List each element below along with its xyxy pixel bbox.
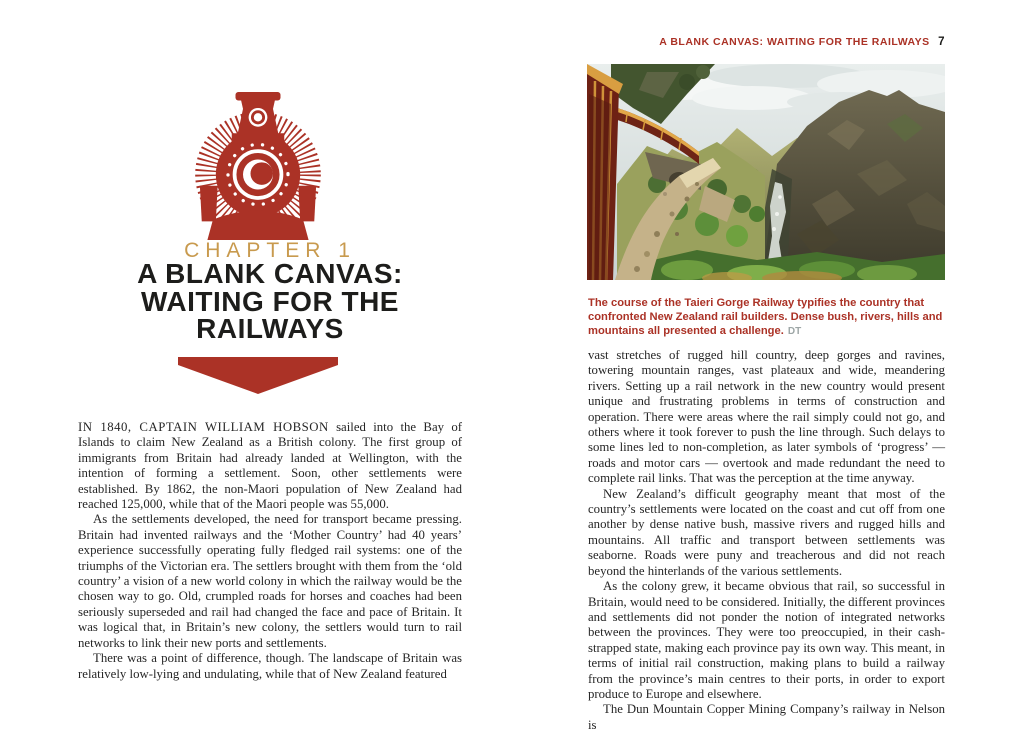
running-head — [587, 36, 945, 48]
paragraph: As the colony grew, it became obvious that rail, so successful in Britain, would need to be considered. Initially, the different provinces and settlements did not ponder the notion of integrated networks between the provinces. They were too preoccupied, in their cash-strapped state, making each province pay its own way. This meant, in terms of initial rail construction, making plans to build a railway from the province’s main centres to their ports, in order to export produce to Europe and elsewhere. — [588, 579, 945, 701]
photo-credit: DT — [787, 325, 802, 337]
chapter-title — [48, 260, 492, 343]
paragraph: New Zealand’s difficult geography meant that most of the country’s settlements were located on the coast and cut off from one another by dense native bush, massive rivers and rugged hills and mountains. All traffic and transport between settlements was seaborne. Roads were puny and treacherous and did not reach beyond the hinterlands of the various settlements. — [588, 486, 945, 578]
chapter-title-line: RAILWAYS — [196, 313, 344, 344]
chapter-title-line: A BLANK CANVAS: — [137, 258, 403, 289]
caption-text: The course of the Taieri Gorge Railway typifies the country that confronted New Zealand rail builders. Dense bush, rivers, hills and mountains all presented a challenge. — [588, 297, 943, 337]
chapter-title-line: WAITING FOR THE — [141, 285, 399, 317]
paragraph-text: sailed into the Bay of Islands to claim New Zealand as a British colony. The first group of immigrants from Britain had already landed at Wellington, with the intention of forming a settlement. Soon, other settlements were established. By 1862, the non-Maori population of New Zealand had reached 125,000, while that of the Maori people was 55,000. — [78, 420, 463, 512]
lead-in-caps: IN 1840, CAPTAIN WILLIAM HOBSON — [78, 420, 329, 434]
running-head-title: A BLANK CANVAS: WAITING FOR THE RAILWAYS — [659, 36, 930, 48]
paragraph — [78, 420, 462, 512]
left-page-text — [78, 420, 462, 682]
page-number: 7 — [938, 36, 945, 48]
paragraph: There was a point of difference, though. The landscape of Britain was relatively low-lying and undulating, while that of New Zealand featured — [78, 651, 462, 681]
paragraph: vast stretches of rugged hill country, deep gorges and ravines, towering mountain ranges, vast plateaux and wide, meandering rivers. Setting up a rail network in the new country would present unique and frustrating problems in terms of construction and operation. There were areas where the rail simply could not go, and others where it took forever to push the line through. Such delays to some lines led to non-completion, as later symbols of ‘progress’ — roads and motor cars — overtook and made redundant the need to complete rail links. That was the perception at the time anyway. — [588, 348, 945, 486]
locomotive-icon — [183, 92, 333, 242]
photo-caption — [588, 297, 945, 338]
paragraph: As the settlements developed, the need for transport became pressing. Britain had invented railways and the ‘Mother Country’ had 40 years’ experience successfully operating fully fledged rail systems: one of the triumphs of the Victorian era. The settlers brought with them from the ‘old country’ a vision of a new world colony in which the railway would be the chosen way to go. Old, crumpled roads for horses and coaches had been seriously superseded and rail had changed the face and pace of Britain. It was logical that, in Britain’s new colony, the settlers would turn to rail networks to link their new ports and settlements. — [78, 512, 462, 650]
paragraph: The Dun Mountain Copper Mining Company’s railway in Nelson is — [588, 702, 945, 732]
chapter-label: CHAPTER 1 — [184, 239, 356, 262]
down-arrow-icon — [178, 356, 338, 394]
right-page-text — [588, 348, 945, 733]
taieri-gorge-railway-photo — [587, 64, 945, 280]
